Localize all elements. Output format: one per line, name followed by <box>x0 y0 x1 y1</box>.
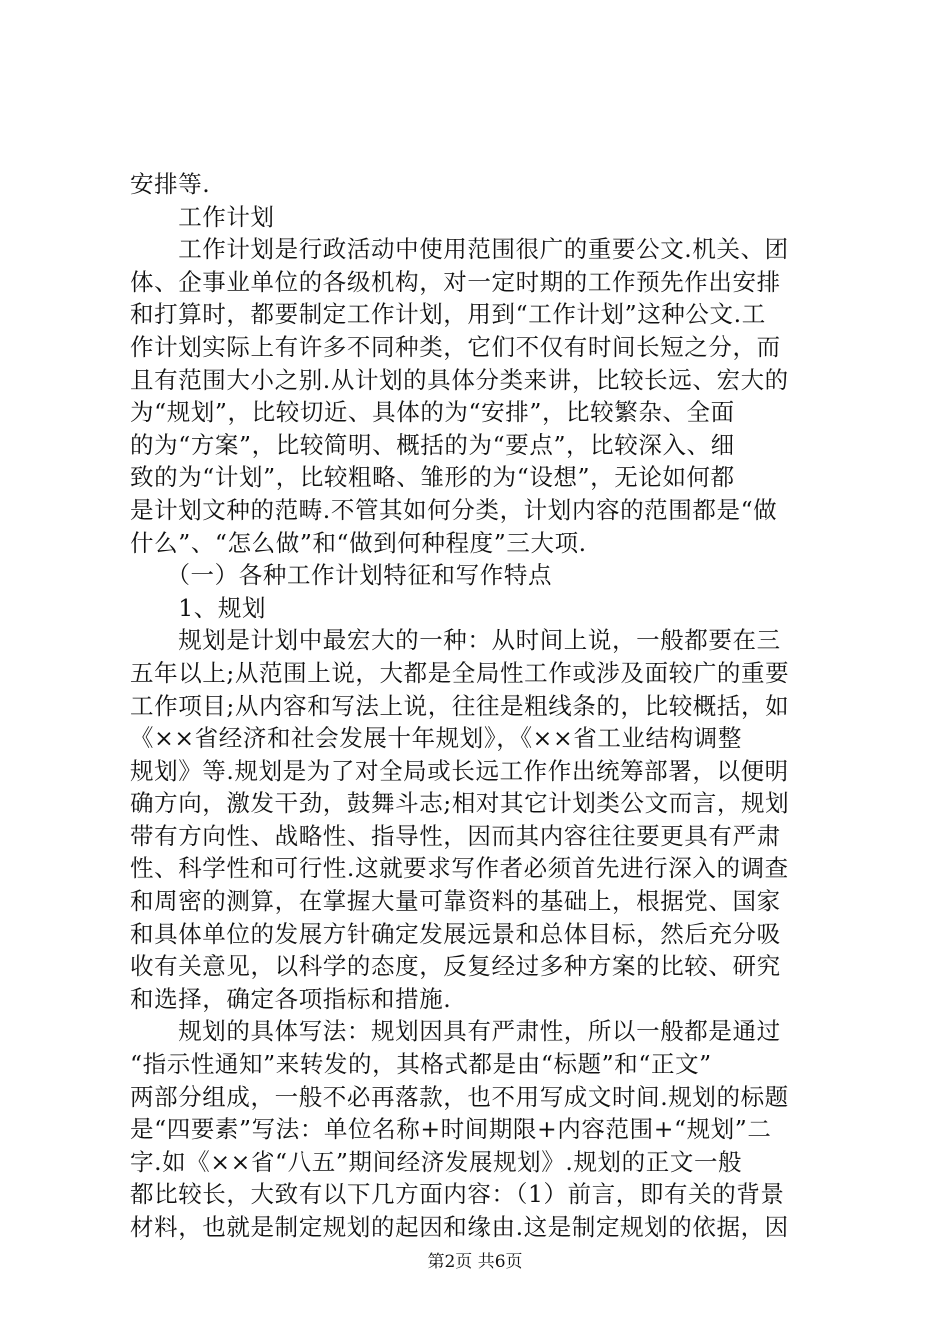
text-line: 两部分组成，一般不必再落款，也不用写成文时间.规划的标题 <box>130 1082 789 1111</box>
text-line: 和具体单位的发展方针确定发展远景和总体目标，然后充分吸 <box>130 919 781 948</box>
text-line: 的为“方案”，比较简明、概括的为“要点”，比较深入、细 <box>130 430 735 459</box>
text-line: 作计划实际上有许多不同种类，它们不仅有时间长短之分，而 <box>130 332 781 361</box>
body-text <box>130 168 830 1244</box>
text-line: 安排等. <box>130 170 211 198</box>
subsection-heading: （一）各种工作计划特征和写作特点 <box>130 561 553 590</box>
text-line: 《××省经济和社会发展十年规划》，《××省工业结构调整 <box>130 724 742 753</box>
text-line: 且有范围大小之别.从计划的具体分类来讲，比较长远、宏大的 <box>130 365 789 394</box>
text-line: 和打算时，都要制定工作计划，用到“工作计划”这种公文.工 <box>130 300 766 329</box>
text-line: 工作计划是行政活动中使用范围很广的重要公文.机关、团 <box>130 235 789 264</box>
text-line: 工作项目;从内容和写法上说，往往是粗线条的，比较概括，如 <box>130 691 790 720</box>
text-line: “指示性通知”来转发的，其格式都是由“标题”和“正文” <box>130 1050 712 1079</box>
text-line: 和周密的测算，在掌握大量可靠资料的基础上，根据党、国家 <box>130 887 781 916</box>
page-number-footer: 第2页 共6页 <box>427 1252 523 1272</box>
text-line: 是计划文种的范畴.不管其如何分类，计划内容的范围都是“做 <box>130 495 778 524</box>
text-line: 都比较长，大致有以下几方面内容：（1）前言，即有关的背景 <box>130 1180 785 1209</box>
text-line: 是“四要素”写法：单位名称+时间期限+内容范围+“规划”二 <box>130 1115 772 1144</box>
text-line: 规划的具体写法：规划因具有严肃性，所以一般都是通过 <box>130 1017 781 1046</box>
text-line: 五年以上;从范围上说，大都是全局性工作或涉及面较广的重要 <box>130 658 790 687</box>
text-line: 收有关意见，以科学的态度，反复经过多种方案的比较、研究 <box>130 952 781 981</box>
text-line: 带有方向性、战略性、指导性，因而其内容往往要更具有严肃 <box>130 821 781 850</box>
text-line: 致的为“计划”，比较粗略、雏形的为“设想”，无论如何都 <box>130 463 735 492</box>
text-line: 性、科学性和可行性.这就要求写作者必须首先进行深入的调查 <box>130 854 789 883</box>
text-line: 规划》等.规划是为了对全局或长远工作作出统筹部署，以便明 <box>130 756 789 785</box>
item-heading: 1、规划 <box>130 593 267 622</box>
text-line: 体、企事业单位的各级机构，对一定时期的工作预先作出安排 <box>130 267 781 296</box>
text-line: 确方向，激发干劲，鼓舞斗志;相对其它计划类公文而言，规划 <box>130 789 790 818</box>
text-line: 材料，也就是制定规划的起因和缘由.这是制定规划的依据，因 <box>130 1213 789 1241</box>
text-line: 和选择，确定各项指标和措施. <box>130 984 452 1013</box>
text-line: 为“规划”，比较切近、具体的为“安排”，比较繁杂、全面 <box>130 398 735 427</box>
section-heading: 工作计划 <box>130 202 275 231</box>
text-line: 什么”、“怎么做”和“做到何种程度”三大项. <box>130 528 587 557</box>
text-line: 规划是计划中最宏大的一种：从时间上说，一般都要在三 <box>130 626 781 655</box>
text-line: 字.如《××省“八五”期间经济发展规划》.规划的正文一般 <box>130 1147 743 1176</box>
